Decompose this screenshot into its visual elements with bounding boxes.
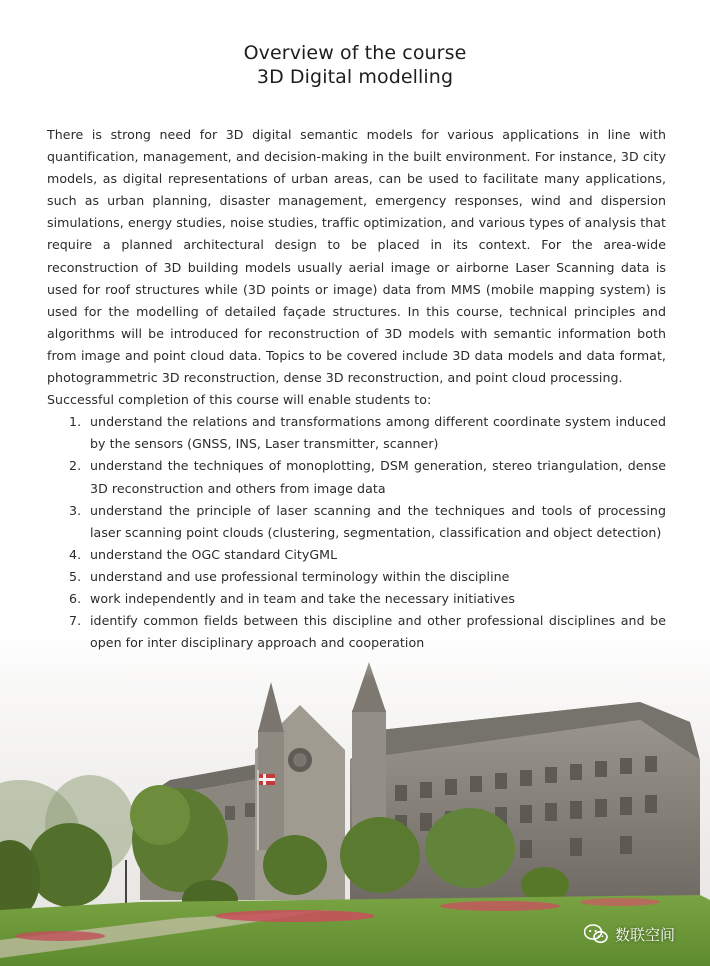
- list-item-text: understand the relations and transformations among different coordinate system induced by the sensors (GNSS, INS, Laser transmitter, scanner): [90, 414, 666, 452]
- list-item: [47, 588, 666, 610]
- list-item-number: 7.: [69, 613, 82, 629]
- intro-paragraph: There is strong need for 3D digital semantic models for various applications in line with quantification, management, and decision-making in the built environment. For instance, 3D city models, as digital representations of urban areas, can be used to facilitate many applications, such as urban planning, disaster management, emergency responses, wind and dispersion simulations, energy studies, noise studies, traffic optimization, and various types of analysis that require a planned architectural design to be placed in its context. For the area-wide reconstruction of 3D building models usually aerial image or airborne Laser Scanning data is used for roof structures while (3D points or image) data from MMS (mobile mapping system) is used for the modelling of detailed façade structures. In this course, technical principles and algorithms will be introduced for reconstruction of 3D models with semantic information both from image and point cloud data. Topics to be covered include 3D data models and data format, photogrammetric 3D reconstruction, dense 3D reconstruction, and point cloud processing.: [47, 127, 666, 386]
- list-item-number: 1.: [69, 414, 82, 430]
- list-item-number: 3.: [69, 502, 82, 518]
- list-item-number: 4.: [69, 546, 82, 562]
- page-title: [0, 41, 710, 89]
- list-item-text: identify common fields between this discipline and other professional disciplines and be open for inter disciplinary approach and cooperation: [90, 613, 666, 651]
- wechat-watermark: [584, 921, 675, 947]
- learning-outcomes-list: [47, 411, 666, 654]
- list-item: [47, 455, 666, 499]
- list-item: [47, 411, 666, 455]
- list-item-text: work independently and in team and take the necessary initiatives: [90, 590, 515, 606]
- campus-building-photo: [0, 610, 710, 966]
- list-item: [47, 566, 666, 588]
- outcomes-lead: Successful completion of this course will enable students to:: [47, 392, 432, 408]
- wechat-icon: [584, 924, 608, 944]
- title-line-1: Overview of the course: [243, 42, 467, 64]
- list-item: [47, 610, 666, 654]
- list-item-text: understand the techniques of monoplotting, DSM generation, stereo triangulation, dense 3D reconstruction and others from image data: [90, 458, 666, 496]
- list-item-number: 2.: [69, 458, 82, 474]
- list-item-text: understand the OGC standard CityGML: [90, 546, 338, 562]
- list-item-number: 6.: [69, 590, 82, 606]
- list-item: [47, 544, 666, 566]
- list-item-text: understand and use professional terminology within the discipline: [90, 568, 510, 584]
- course-description: [47, 124, 666, 654]
- list-item-text: understand the principle of laser scanning and the techniques and tools of processing laser scanning point clouds (clustering, segmentation, classification and object detection): [90, 502, 666, 540]
- list-item-number: 5.: [69, 568, 82, 584]
- list-item: [47, 500, 666, 544]
- title-line-2: 3D Digital modelling: [256, 66, 454, 88]
- watermark-label: 数联空间: [615, 925, 676, 944]
